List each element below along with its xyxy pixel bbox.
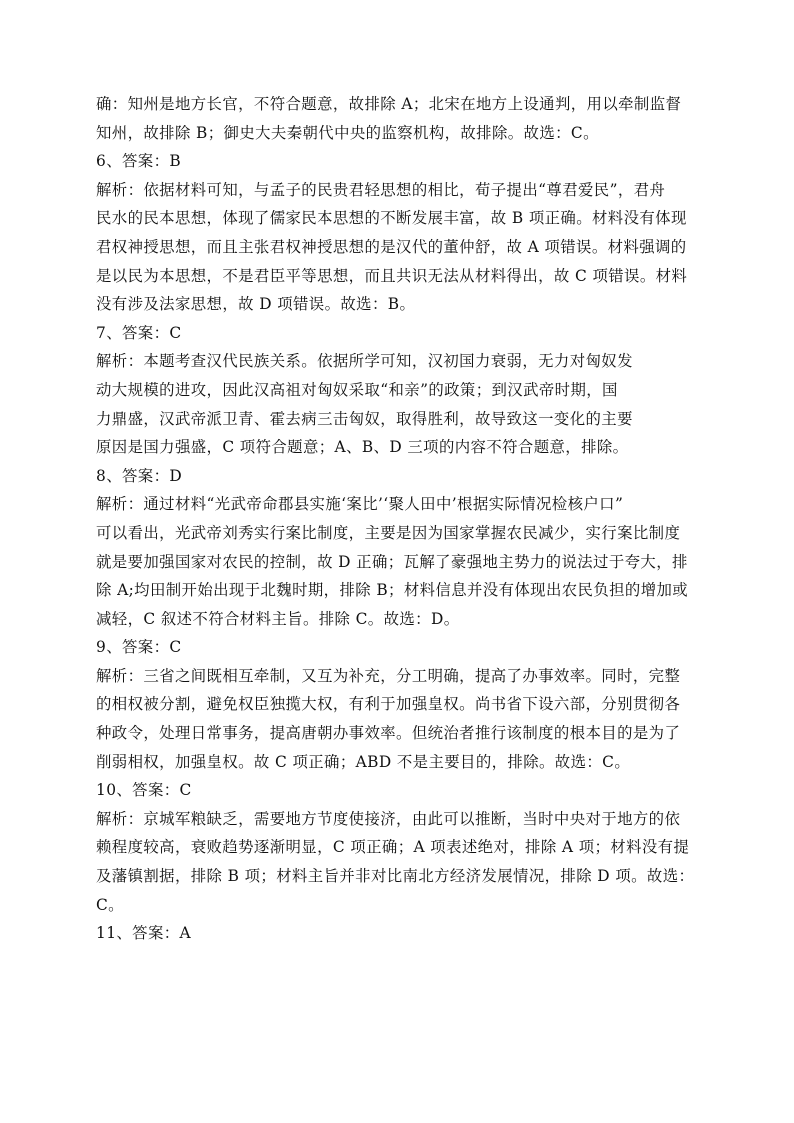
text-line: 是以民为本思想，不是君臣平等思想，而且共识无法从材料得出，故 C 项错误。材料 bbox=[96, 266, 688, 285]
text-line: 力鼎盛，汉武帝派卫青、霍去病三击匈奴，取得胜利，故导致这一变化的主要 bbox=[96, 409, 633, 428]
text-line: 解析：三省之间既相互牵制，又互为补充，分工明确，提高了办事效率。同时，完整 bbox=[96, 666, 681, 685]
text-line: 君权神授思想，而且主张君权神授思想的是汉代的董仲舒，故 A 项错误。材料强调的 bbox=[96, 237, 687, 256]
text-line: C。 bbox=[96, 895, 124, 914]
answer-heading-11: 11、答案：A bbox=[96, 924, 192, 943]
text-line: 及藩镇割据，排除 B 项；材料主旨并非对比南北方经济发展情况，排除 D 项。故选： bbox=[96, 867, 695, 886]
text-line: 种政令，处理日常事务，提高唐朝办事效率。但统治者推行该制度的根本目的是为了 bbox=[96, 724, 681, 743]
answer-heading-9: 9、答案：C bbox=[96, 638, 182, 657]
text-line: 赖程度较高，衰败趋势逐渐明显，C 项正确；A 项表述绝对，排除 A 项；材料没有提 bbox=[96, 838, 690, 857]
answer-heading-10: 10、答案：C bbox=[96, 781, 192, 800]
text-line: 没有涉及法家思想，故 D 项错误。故选：B。 bbox=[96, 295, 416, 314]
text-line: 减轻，C 叙述不符合材料主旨。排除 C。故选：D。 bbox=[96, 609, 460, 628]
text-line: 除 A;均田制开始出现于北魏时期，排除 B；材料信息并没有体现出农民负担的增加或 bbox=[96, 581, 689, 600]
answer-heading-8: 8、答案：D bbox=[96, 466, 183, 485]
text-line: 动大规模的进攻，因此汉高祖对匈奴采取“和亲”的政策；到汉武帝时期，国 bbox=[96, 380, 618, 399]
text-line: 就是要加强国家对农民的控制，故 D 正确；瓦解了豪强地主势力的说法过于夸大，排 bbox=[96, 552, 688, 571]
text-line: 解析：京城军粮缺乏，需要地方节度使接济，由此可以推断，当时中央对于地方的依 bbox=[96, 809, 681, 828]
text-line: 确：知州是地方长官，不符合题意，故排除 A；北宋在地方上设通判，用以牵制监督 bbox=[96, 95, 682, 113]
text-line: 削弱相权，加强皇权。故 C 项正确；ABD 不是主要目的，排除。故选：C。 bbox=[96, 752, 631, 771]
answer-heading-6: 6、答案：B bbox=[96, 152, 182, 171]
text-line: 解析：本题考查汉代民族关系。依据所学可知，汉初国力衰弱，无力对匈奴发 bbox=[96, 352, 633, 371]
text-line: 原因是国力强盛，C 项符合题意；A、B、D 三项的内容不符合题意，排除。 bbox=[96, 438, 629, 457]
text-line: 民水的民本思想，体现了儒家民本思想的不断发展丰富，故 B 项正确。材料没有体现 bbox=[96, 209, 687, 228]
answer-heading-7: 7、答案：C bbox=[96, 323, 182, 342]
document-body bbox=[96, 90, 700, 948]
text-line: 解析：通过材料“光武帝命郡县实施‘案比’‘聚人田中’根据实际情况检核户口” bbox=[96, 495, 624, 514]
text-line: 可以看出，光武帝刘秀实行案比制度，主要是因为国家掌握农民减少，实行案比制度 bbox=[96, 523, 681, 542]
text-line: 知州，故排除 B；御史大夫秦朝代中央的监察机构，故排除。故选：C。 bbox=[96, 123, 599, 142]
text-line: 的相权被分割，避免权臣独揽大权，有利于加强皇权。尚书省下设六部，分别贯彻各 bbox=[96, 695, 681, 714]
text-line: 解析：依据材料可知，与孟子的民贵君轻思想的相比，荀子提出“尊君爱民”，君舟 bbox=[96, 180, 666, 199]
